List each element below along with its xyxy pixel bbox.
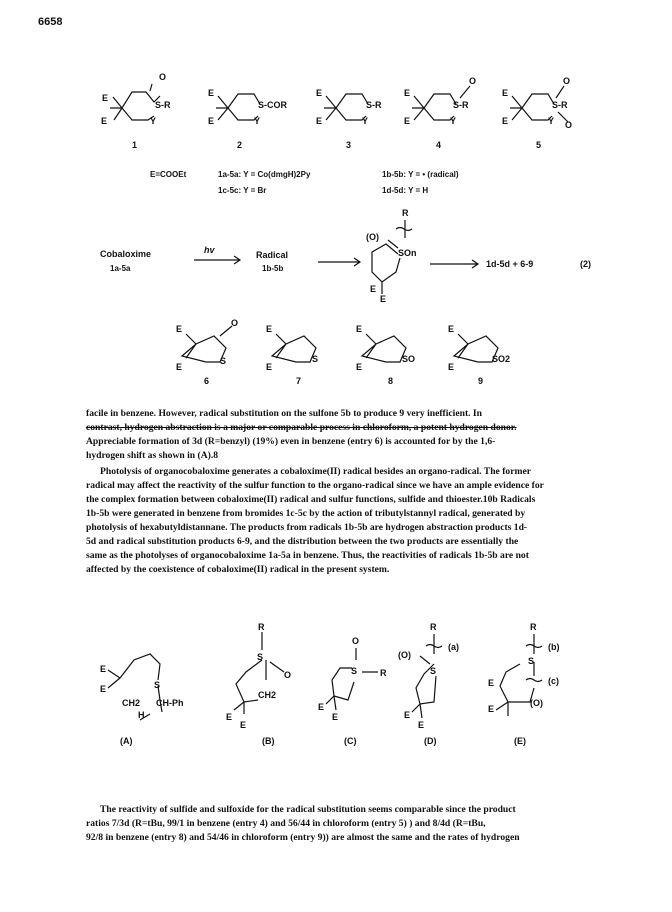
svg-text:S: S (154, 680, 161, 690)
e-group: E (176, 362, 183, 372)
svg-text:E: E (318, 702, 325, 712)
definition-series-a: 1a-5a: Y = Co(dmgH)2Py (218, 170, 311, 179)
e-group: E (266, 362, 273, 372)
svg-text:E: E (226, 712, 233, 722)
text-line: the complex formation between cobaloxime(II) radical and sulfur functions, sulfide and thioester.10b Radicals (86, 494, 536, 505)
product-8-structure (356, 324, 415, 386)
intermediate-ids: 1b-5b (262, 264, 284, 273)
compound-label: 3 (346, 140, 352, 150)
structure-label: (C) (344, 736, 357, 746)
product-9-structure (448, 324, 510, 386)
svg-text:R: R (430, 622, 437, 632)
sulfur-group: S-COR (258, 100, 287, 110)
bottom-scheme (0, 620, 672, 780)
e-group: E (404, 88, 411, 98)
structure-label: (D) (424, 736, 437, 746)
oxygen-label: O (159, 72, 167, 82)
text-line: The reactivity of sulfide and sulfoxide for the radical substitution seems comparable since the product (100, 804, 516, 815)
text-line: 5d and radical substitution products 6-9, and the distribution between the two products are essentially the (86, 536, 519, 547)
e-group: E (208, 88, 215, 98)
svg-text:E: E (100, 684, 107, 694)
sulfur-group: S-R (366, 100, 382, 110)
son-label: SOn (398, 248, 417, 258)
text-line: 92/8 in benzene (entry 8) and 54/46 in chloroform (entry 9)) are almost the same and the rates of hydrogen (86, 832, 520, 843)
svg-text:(b): (b) (548, 642, 560, 652)
e-group: E (266, 324, 273, 334)
compound-3-structure (316, 88, 382, 150)
e-group: E (316, 88, 323, 98)
sulfur-group: S-R (453, 100, 469, 110)
top-scheme (0, 0, 672, 400)
hv-label: hv (204, 245, 215, 255)
svg-text:E: E (488, 704, 495, 714)
definition-e: E=COOEt (150, 170, 187, 179)
structure-b (226, 622, 291, 746)
product-labels: 1d-5d + 6-9 (486, 259, 534, 269)
svg-text:S: S (528, 656, 535, 666)
compound-label: 1 (132, 140, 138, 150)
reactant-ids: 1a-5a (110, 264, 131, 273)
arrow-3 (430, 260, 478, 268)
paragraph-3 (86, 803, 598, 845)
compound-label: 5 (536, 140, 542, 150)
svg-text:E: E (488, 678, 495, 688)
svg-text:E: E (100, 664, 107, 674)
sulfur-label: S (220, 356, 227, 366)
compound-5-structure (502, 76, 572, 150)
y-group: Y (548, 116, 555, 126)
structure-e (488, 622, 560, 746)
svg-text:O: O (352, 636, 360, 646)
compound-4-structure (404, 76, 476, 150)
oxygen-label: O (565, 120, 573, 130)
compound-2-structure (208, 88, 288, 150)
definition-series-d: 1d-5d: Y = H (382, 186, 429, 195)
svg-text:E: E (332, 712, 339, 722)
e-group: E (356, 324, 363, 334)
e-group: E (176, 324, 183, 334)
svg-text:CH2: CH2 (258, 690, 277, 700)
svg-text:R: R (530, 622, 537, 632)
wavy-bond (396, 220, 412, 238)
intermediate-label: Radical (256, 250, 289, 260)
structure-label: (A) (120, 736, 133, 746)
svg-text:S: S (430, 666, 437, 676)
text-line: affected by the coexistence of cobaloxime(II) radical in the present system. (86, 564, 390, 575)
e-group: E (208, 116, 215, 126)
e-group: E (448, 324, 455, 334)
svg-text:(O): (O) (398, 650, 411, 660)
svg-text:R: R (380, 668, 387, 678)
e-group: E (380, 294, 387, 304)
e-group: E (356, 362, 363, 372)
svg-text:E: E (418, 720, 425, 730)
definition-series-b: 1b-5b: Y = • (radical) (382, 170, 459, 179)
e-group: E (502, 116, 509, 126)
text-line: same as the photolyses of organocobaloxime 1a-5a in benzene. Thus, the reactivities of radicals 1b-5b are not (86, 550, 529, 561)
arrow-1 (194, 256, 240, 264)
text-line: contrast, hydrogen abstraction is a major or comparable process in chloroform, a potent hydrogen donor. (86, 422, 517, 433)
svg-text:E: E (240, 720, 247, 730)
definition-series-c: 1c-5c: Y = Br (218, 186, 267, 195)
equation-number: (2) (580, 259, 591, 269)
ring-bonds (372, 244, 400, 294)
svg-text:O: O (284, 670, 292, 680)
text-line: hydrogen shift as shown in (A).8 (86, 450, 219, 461)
svg-text:(O): (O) (530, 698, 543, 708)
structure-d (398, 622, 459, 746)
e-group: E (101, 116, 108, 126)
text-line: 1b-5b were generated in benzene from bromides 1c-5c by the action of tributylstannyl radical, generated by (86, 508, 526, 519)
e-group: E (102, 93, 109, 103)
oxygen-label: O (231, 318, 239, 328)
text-line: ratios 7/3d (R=tBu, 99/1 in benzene (entry 4) and 56/44 in chloroform (entry 5) ) and 8/4d (R=tBu, (86, 818, 486, 829)
e-group: E (448, 362, 455, 372)
y-group: Y (150, 116, 157, 126)
compound-label: 7 (296, 376, 302, 386)
text-line: photolysis of hexabutyldistannane. The products from radicals 1b-5b are hydrogen abstraction products 1d- (86, 522, 528, 533)
svg-text:CH-Ph: CH-Ph (156, 698, 184, 708)
sulfur-label: S (312, 354, 319, 364)
svg-text:(a): (a) (448, 642, 459, 652)
compound-label: 2 (237, 140, 243, 150)
svg-text:S: S (257, 652, 264, 662)
sulfone-label: SO2 (492, 354, 511, 364)
text-line: radical may affect the reactivity of the sulfur function to the organo-radical since we have an ample evidence for (86, 480, 544, 491)
e-group: E (502, 88, 509, 98)
text-line: facile in benzene. However, radical substitution on the sulfone 5b to produce 9 very inefficient. In (86, 408, 482, 419)
product-7-structure (266, 324, 318, 386)
structure-a (100, 654, 184, 746)
compound-label: 8 (388, 376, 394, 386)
compound-1-structure (101, 72, 171, 150)
product-6-structure (176, 318, 238, 386)
sulfur-group: S-R (155, 100, 171, 110)
text-line: Appreciable formation of 3d (R=benzyl) (19%) even in benzene (entry 6) is accounted for by the 1,6- (86, 436, 496, 447)
svg-text:S: S (351, 666, 358, 676)
text-line: Photolysis of organocobaloxime generates a cobaloxime(II) radical besides an organo-radical. The former (100, 466, 531, 477)
arrow-2 (318, 258, 360, 266)
svg-text:(c): (c) (548, 676, 559, 686)
y-group: Y (450, 116, 457, 126)
paragraph-1 (86, 407, 598, 463)
svg-text:R: R (258, 622, 265, 632)
reactant-label: Cobaloxime (100, 249, 152, 259)
svg-text:E: E (404, 710, 411, 720)
o-paren-label: (O) (366, 232, 379, 242)
page-number: 6658 (38, 16, 63, 28)
e-group: E (316, 116, 323, 126)
compound-label: 6 (204, 376, 210, 386)
oxygen-label: O (469, 76, 477, 86)
paragraph-2 (86, 465, 598, 577)
structure-c (318, 636, 387, 746)
sulfur-group: S-R (552, 100, 568, 110)
oxygen-label: O (563, 76, 571, 86)
r-label: R (402, 208, 409, 218)
svg-text:H: H (138, 710, 145, 720)
compound-label: 9 (478, 376, 484, 386)
e-group: E (404, 116, 411, 126)
y-group: Y (362, 116, 369, 126)
svg-text:CH2: CH2 (122, 698, 141, 708)
compound-label: 4 (436, 140, 442, 150)
structure-label: (E) (514, 736, 526, 746)
y-group: Y (254, 116, 261, 126)
sulfoxide-label: SO (402, 354, 416, 364)
e-group: E (370, 284, 377, 294)
structure-label: (B) (262, 736, 275, 746)
